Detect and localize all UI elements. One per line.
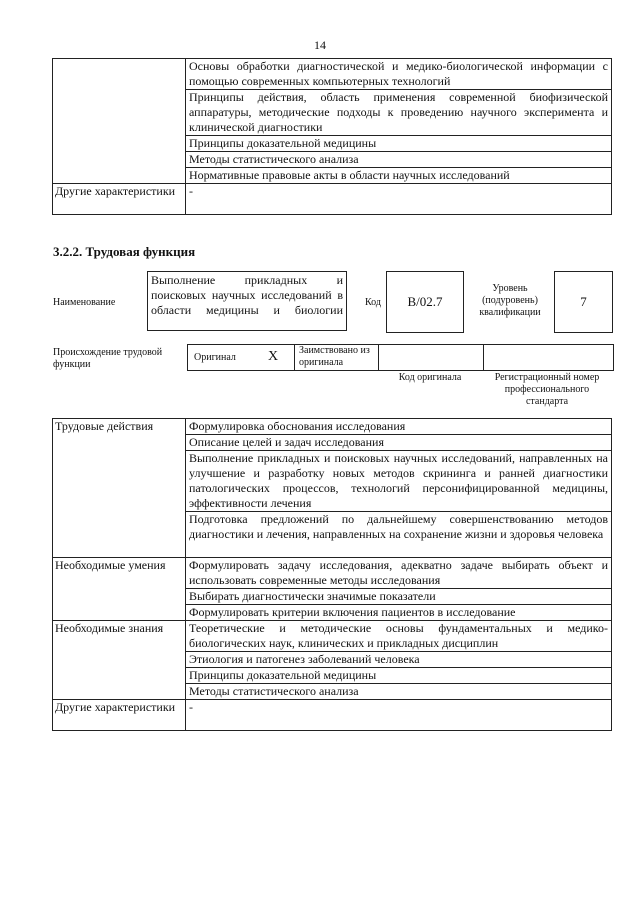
function-code-box: B/02.7 xyxy=(386,271,464,333)
reg-number-cell xyxy=(484,345,613,370)
knowledge-item: Методы статистического анализа xyxy=(186,684,612,700)
origin-label: Происхождение трудовой функции xyxy=(53,347,163,370)
knowledge-item: Этиология и патогенез заболеваний человека xyxy=(186,652,612,668)
actions-label: Трудовые действия xyxy=(53,419,186,558)
table-row xyxy=(53,419,612,435)
action-item: Формулировка обоснования исследования xyxy=(186,419,612,435)
other-characteristics-label: Другие характеристики xyxy=(53,184,186,215)
level-box: 7 xyxy=(554,271,613,333)
code-label: Код xyxy=(365,297,381,308)
knowledge-item: Основы обработки диагностической и медико-биологической информации с помощью современных компьютерных технологий xyxy=(186,59,612,90)
borrowed-cell xyxy=(295,345,379,370)
knowledge-item: Теоретические и методические основы фундаментальных и медико-биологических наук, клинических и прикладных дисциплин xyxy=(186,621,612,652)
knowledge-item: Методы статистического анализа xyxy=(186,152,612,168)
other-characteristics-value: - xyxy=(186,700,612,731)
other-characteristics-value: - xyxy=(186,184,612,215)
name-label: Наименование xyxy=(53,297,116,308)
origin-box xyxy=(187,344,614,371)
skill-item: Выбирать диагностически значимые показатели xyxy=(186,589,612,605)
original-mark: X xyxy=(268,349,279,364)
borrowed-label: Заимствовано из оригинала xyxy=(299,345,370,368)
skill-item: Формулировать задачу исследования, адекватно задаче выбирать объект и использовать современные методы исследования xyxy=(186,558,612,589)
original-code-cell xyxy=(379,345,484,370)
knowledge-item: Нормативные правовые акты в области научных исследований xyxy=(186,168,612,184)
knowledge-item: Принципы доказательной медицины xyxy=(186,136,612,152)
table-row xyxy=(53,621,612,652)
knowledge-item: Принципы действия, область применения современной биофизической аппаратуры, методические подходы к проведению научного эксперимента и клинической диагностики xyxy=(186,90,612,136)
empty-label-cell xyxy=(53,59,186,184)
table-row xyxy=(53,700,612,731)
table-row xyxy=(53,184,612,215)
action-item: Выполнение прикладных и поисковых научных исследований, направленных на улучшение и разработку новых методов скрининга и ранней диагностики патологических процессов, технологий персонифицированной медицины, эффективности лечения xyxy=(186,451,612,512)
original-code-caption: Код оригинала xyxy=(398,372,462,383)
top-knowledge-table xyxy=(52,58,612,215)
action-item: Описание целей и задач исследования xyxy=(186,435,612,451)
knowledge-item: Принципы доказательной медицины xyxy=(186,668,612,684)
original-label: Оригинал xyxy=(194,352,236,363)
page-number: 14 xyxy=(314,38,326,52)
reg-number-caption: Регистрационный номер профессионального стандарта xyxy=(494,372,600,407)
skills-label: Необходимые умения xyxy=(53,558,186,621)
level-label: Уровень (подуровень) квалификации xyxy=(479,283,541,318)
action-item: Подготовка предложений по дальнейшему совершенствованию методов диагностики и лечения, направленных на сохранение жизни и здоровья человека xyxy=(186,512,612,558)
table-row xyxy=(53,558,612,589)
function-name-box: Выполнение прикладных и поисковых научных исследований в области медицины и биологии xyxy=(147,271,347,331)
section-heading: 3.2.2. Трудовая функция xyxy=(53,244,196,259)
skill-item: Формулировать критерии включения пациентов в исследование xyxy=(186,605,612,621)
table-row xyxy=(53,59,612,90)
other-characteristics-label: Другие характеристики xyxy=(53,700,186,731)
main-function-table xyxy=(52,418,612,731)
original-cell xyxy=(188,345,295,370)
knowledge-label: Необходимые знания xyxy=(53,621,186,700)
